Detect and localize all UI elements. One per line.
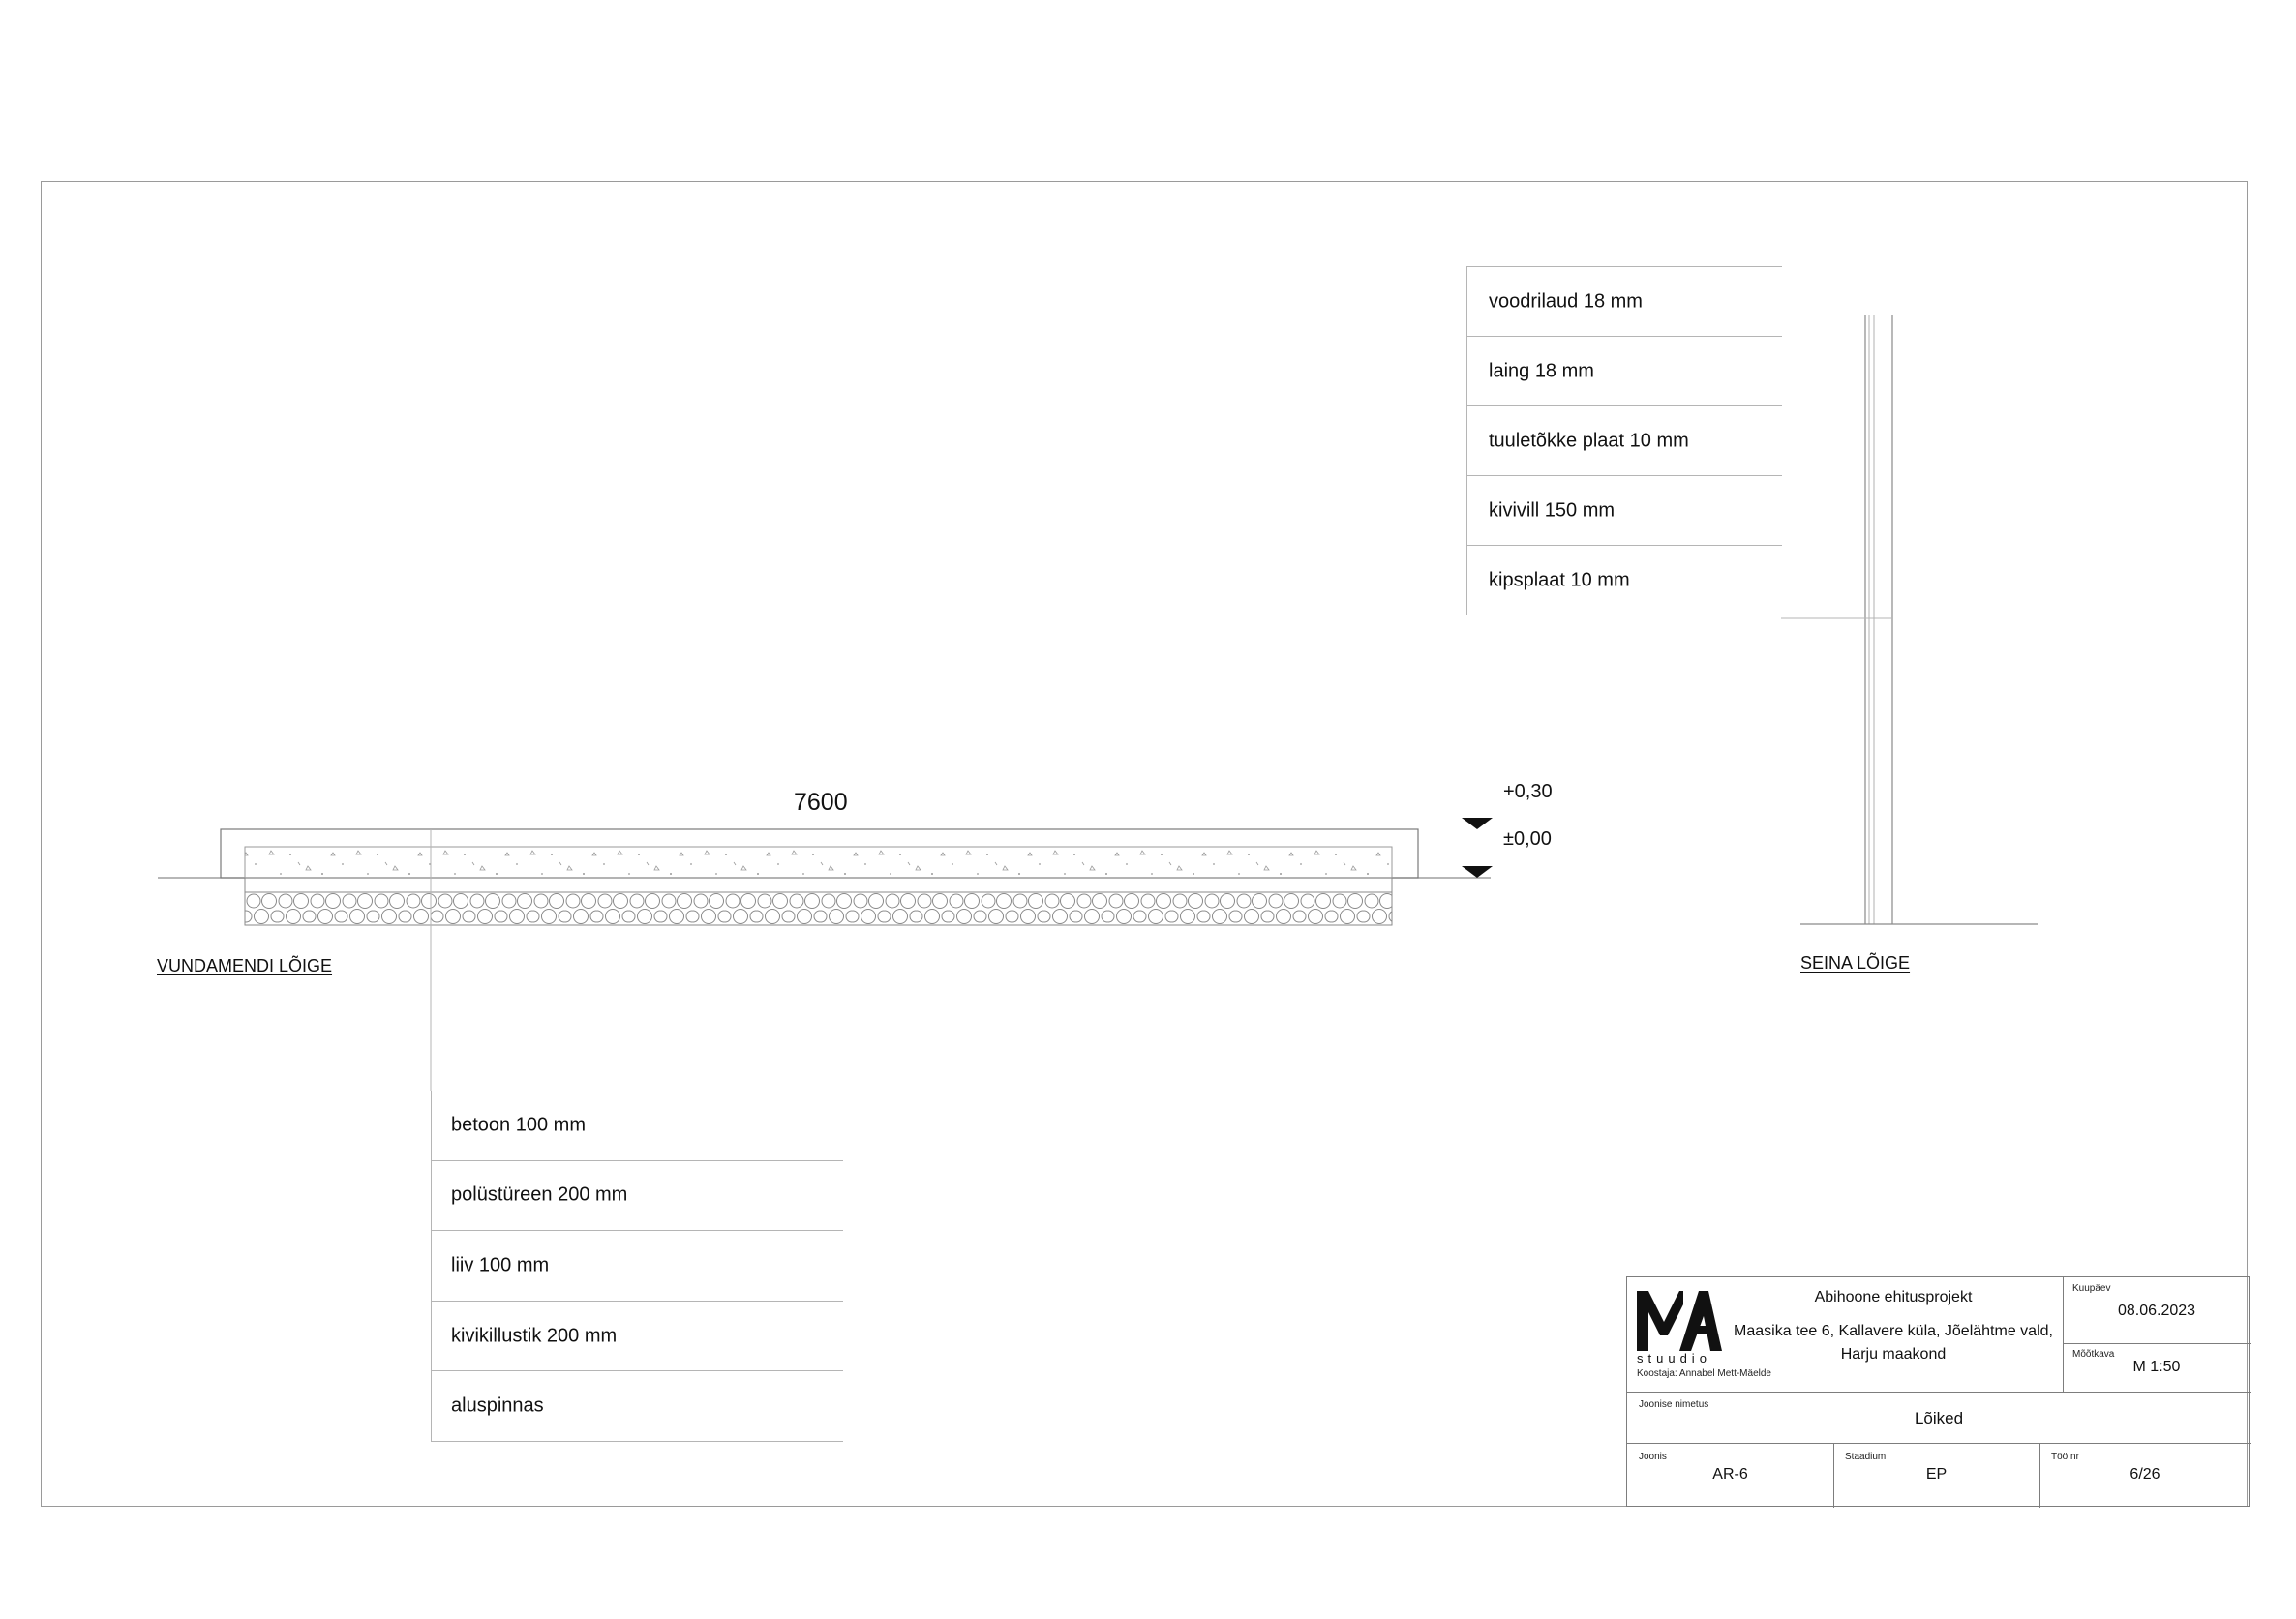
wall-layer-table <box>1466 266 1782 615</box>
drawing-number-value: AR-6 <box>1712 1466 1748 1483</box>
drawing-name-label: Joonise nimetus <box>1639 1399 1709 1410</box>
level-marker-upper <box>1462 818 1493 829</box>
drawing-number-label: Joonis <box>1639 1452 1667 1462</box>
concrete-slab <box>245 847 1392 878</box>
address-line-2: Harju maakond <box>1840 1346 1947 1363</box>
foundation-layer-row: aluspinnas <box>432 1371 843 1442</box>
wall-layer-row: kipsplaat 10 mm <box>1467 546 1782 615</box>
project-title: Abihoone ehitusprojekt <box>1814 1289 1973 1305</box>
date-label: Kuupäev <box>2072 1283 2111 1294</box>
foundation-layer-row: betoon 100 mm <box>432 1091 843 1161</box>
foundation-layer-row: liiv 100 mm <box>432 1231 843 1302</box>
wall-section <box>1781 315 2038 924</box>
drawing-name-value: Lõiked <box>1914 1409 1964 1427</box>
scale-label: Mõõtkava <box>2072 1349 2115 1360</box>
stage-label: Staadium <box>1845 1452 1887 1462</box>
wall-layer-row: tuuletõkke plaat 10 mm <box>1467 406 1782 476</box>
level-marker-lower <box>1462 866 1493 878</box>
foundation-section <box>158 818 1493 1091</box>
level-label-lower: ±0,00 <box>1503 828 1552 850</box>
foundation-layer-row: polüstüreen 200 mm <box>432 1161 843 1232</box>
studio-logo <box>1635 1287 1724 1353</box>
title-block <box>1626 1276 2250 1507</box>
address-line-1: Maasika tee 6, Kallavere küla, Jõelähtme vald, <box>1734 1323 2053 1339</box>
foundation-layer-table <box>431 1091 843 1442</box>
wall-layer-row: laing 18 mm <box>1467 337 1782 406</box>
foundation-layer-row: kivikillustik 200 mm <box>432 1302 843 1372</box>
wall-layer-row: kivivill 150 mm <box>1467 476 1782 546</box>
logo-subtitle: stuudio <box>1637 1351 1711 1365</box>
wall-layer-row: voodrilaud 18 mm <box>1467 267 1782 337</box>
wall-caption: SEINA LÕIGE <box>1800 953 1911 973</box>
job-number-value: 6/26 <box>2130 1466 2160 1483</box>
dimension-label: 7600 <box>794 789 848 816</box>
gravel-layer <box>245 892 1392 925</box>
foundation-caption: VUNDAMENDI LÕIGE <box>157 956 333 975</box>
date-value: 08.06.2023 <box>2117 1303 2196 1319</box>
stage-value: EP <box>1925 1466 1948 1483</box>
level-label-upper: +0,30 <box>1503 781 1553 802</box>
author-label: Koostaja: Annabel Mett-Mäelde <box>1637 1368 1771 1379</box>
job-number-label: Töö nr <box>2051 1452 2079 1462</box>
scale-value: M 1:50 <box>2132 1359 2181 1375</box>
